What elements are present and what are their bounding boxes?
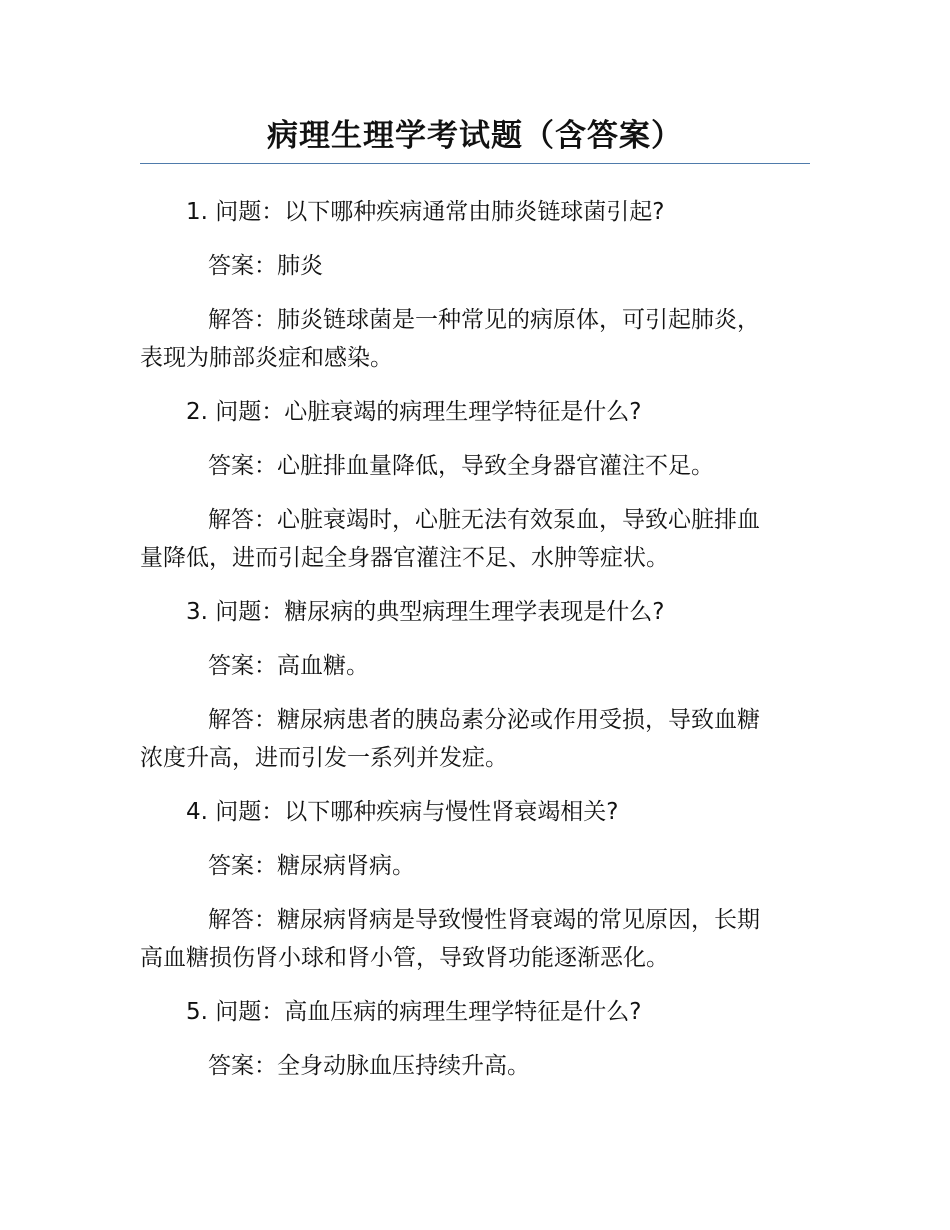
- answer-3: 答案：高血糖。: [208, 653, 369, 679]
- explanation-4: [140, 901, 810, 977]
- document-title: 病理生理学考试题（含答案）: [267, 118, 683, 154]
- explanation-4-line-1: 解答：糖尿病肾病是导致慢性肾衰竭的常见原因，长期: [208, 907, 760, 933]
- answer-5: 答案：全身动脉血压持续升高。: [208, 1053, 530, 1079]
- answer-4: 答案：糖尿病肾病。: [208, 853, 415, 879]
- question-2: 2. 问题：心脏衰竭的病理生理学特征是什么?: [186, 399, 642, 425]
- explanation-4-line-2: 高血糖损伤肾小球和肾小管，导致肾功能逐渐恶化。: [140, 945, 669, 971]
- explanation-1: [140, 301, 810, 377]
- explanation-1-line-2: 表现为肺部炎症和感染。: [140, 345, 393, 371]
- explanation-3: [140, 701, 810, 777]
- explanation-2-line-2: 量降低，进而引起全身器官灌注不足、水肿等症状。: [140, 545, 669, 571]
- question-4: 4. 问题：以下哪种疾病与慢性肾衰竭相关?: [186, 799, 619, 825]
- qa-content: [140, 193, 810, 1101]
- question-3: 3. 问题：糖尿病的典型病理生理学表现是什么?: [186, 599, 665, 625]
- explanation-3-line-2: 浓度升高，进而引发一系列并发症。: [140, 745, 508, 771]
- explanation-1-line-1: 解答：肺炎链球菌是一种常见的病原体，可引起肺炎，: [208, 307, 760, 333]
- answer-1: 答案：肺炎: [208, 253, 323, 279]
- question-1: 1. 问题：以下哪种疾病通常由肺炎链球菌引起?: [186, 199, 665, 225]
- explanation-2-line-1: 解答：心脏衰竭时，心脏无法有效泵血，导致心脏排血: [208, 507, 760, 533]
- explanation-3-line-1: 解答：糖尿病患者的胰岛素分泌或作用受损，导致血糖: [208, 707, 760, 733]
- answer-2: 答案：心脏排血量降低，导致全身器官灌注不足。: [208, 453, 714, 479]
- explanation-2: [140, 501, 810, 577]
- title-underline: [140, 163, 810, 164]
- question-5: 5. 问题：高血压病的病理生理学特征是什么?: [186, 999, 642, 1025]
